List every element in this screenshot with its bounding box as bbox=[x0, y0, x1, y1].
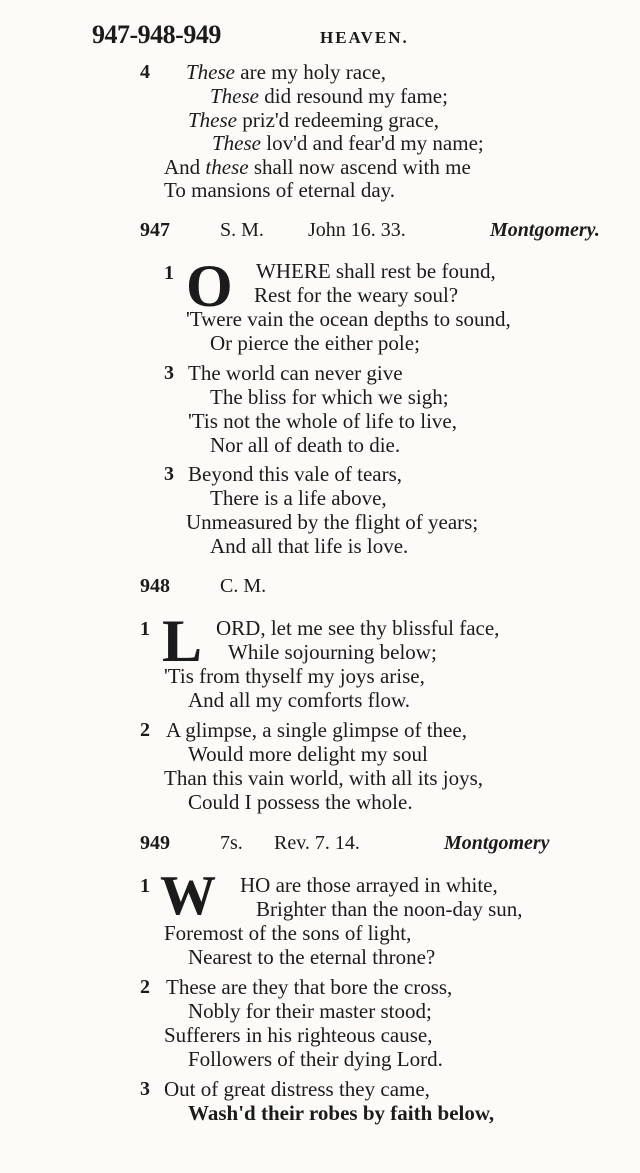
verse-line: To mansions of eternal day. bbox=[164, 178, 396, 202]
page-title: HEAVEN. bbox=[320, 28, 409, 47]
verse-line: Wash'd their robes by faith below, bbox=[188, 1101, 495, 1125]
verse-line: There is a life above, bbox=[210, 486, 387, 510]
scripture-reference: Rev. 7. 14. bbox=[274, 832, 360, 854]
verse-line: Nobly for their master stood; bbox=[188, 999, 432, 1023]
stanza-number: 1 bbox=[140, 875, 150, 897]
verse-line: A glimpse, a single glimpse of thee, bbox=[166, 718, 467, 742]
hymn-author: Montgomery bbox=[444, 832, 550, 854]
verse-line: ORD, let me see thy blissful face, bbox=[216, 616, 500, 640]
verse-line: Unmeasured by the flight of years; bbox=[186, 510, 479, 534]
verse-line: Followers of their dying Lord. bbox=[188, 1047, 443, 1071]
stanza-number: 2 bbox=[140, 976, 150, 998]
stanza-number: 1 bbox=[140, 618, 150, 640]
drop-cap: L bbox=[162, 608, 203, 674]
verse-line: Nor all of death to die. bbox=[210, 433, 401, 457]
verse-line: These did resound my fame; bbox=[210, 84, 448, 108]
verse-line: These are my holy race, bbox=[186, 60, 387, 84]
verse-line: And all that life is love. bbox=[210, 534, 409, 558]
hymn-author: Montgomery. bbox=[490, 219, 600, 241]
verse-line: WHERE shall rest be found, bbox=[256, 259, 496, 283]
verse-line: The world can never give bbox=[188, 361, 403, 385]
stanza-number: 3 bbox=[140, 1078, 150, 1100]
verse-line: Rest for the weary soul? bbox=[254, 283, 459, 307]
drop-cap: W bbox=[160, 865, 216, 927]
verse-line: These lov'd and fear'd my name; bbox=[212, 131, 484, 155]
verse-line: Sufferers in his righteous cause, bbox=[164, 1023, 433, 1047]
verse-line: Beyond this vale of tears, bbox=[188, 462, 403, 486]
stanza-number: 3 bbox=[164, 362, 174, 384]
page-hymn-numbers: 947-948-949 bbox=[92, 20, 221, 49]
verse-line: 'Twere vain the ocean depths to sound, bbox=[186, 307, 511, 331]
verse-line: Nearest to the eternal throne? bbox=[188, 945, 436, 969]
verse-line: Out of great distress they came, bbox=[164, 1077, 430, 1101]
drop-cap: O bbox=[186, 253, 233, 319]
verse-line: Foremost of the sons of light, bbox=[164, 921, 412, 945]
verse-line: The bliss for which we sigh; bbox=[210, 385, 449, 409]
verse-line: And these shall now ascend with me bbox=[164, 155, 471, 179]
hymn-meter: 7s. bbox=[220, 832, 243, 854]
verse-line: And all my comforts flow. bbox=[188, 688, 411, 712]
verse-line: Than this vain world, with all its joys, bbox=[164, 766, 484, 790]
stanza-number: 1 bbox=[164, 262, 174, 284]
verse-line: Could I possess the whole. bbox=[188, 790, 413, 814]
page-header bbox=[92, 20, 432, 50]
hymn-meter: C. M. bbox=[220, 575, 267, 597]
verse-line: These are they that bore the cross, bbox=[166, 975, 453, 999]
verse-line: While sojourning below; bbox=[228, 640, 437, 664]
verse-line: These priz'd redeeming grace, bbox=[188, 108, 440, 132]
scripture-reference: John 16. 33. bbox=[308, 219, 406, 241]
stanza-number: 3 bbox=[164, 463, 174, 485]
verse-line: HO are those arrayed in white, bbox=[240, 873, 498, 897]
verse-line: Brighter than the noon-day sun, bbox=[256, 897, 523, 921]
verse-line: 'Tis not the whole of life to live, bbox=[188, 409, 457, 433]
stanza-number: 4 bbox=[140, 61, 150, 83]
stanza-number: 2 bbox=[140, 719, 150, 741]
verse-line: Would more delight my soul bbox=[188, 742, 428, 766]
hymn-meter: S. M. bbox=[220, 219, 264, 241]
hymn-number: 947 bbox=[140, 219, 170, 241]
verse-line: 'Tis from thyself my joys arise, bbox=[164, 664, 425, 688]
verse-line: Or pierce the either pole; bbox=[210, 331, 420, 355]
hymn-number: 949 bbox=[140, 832, 170, 854]
hymn-number: 948 bbox=[140, 575, 170, 597]
